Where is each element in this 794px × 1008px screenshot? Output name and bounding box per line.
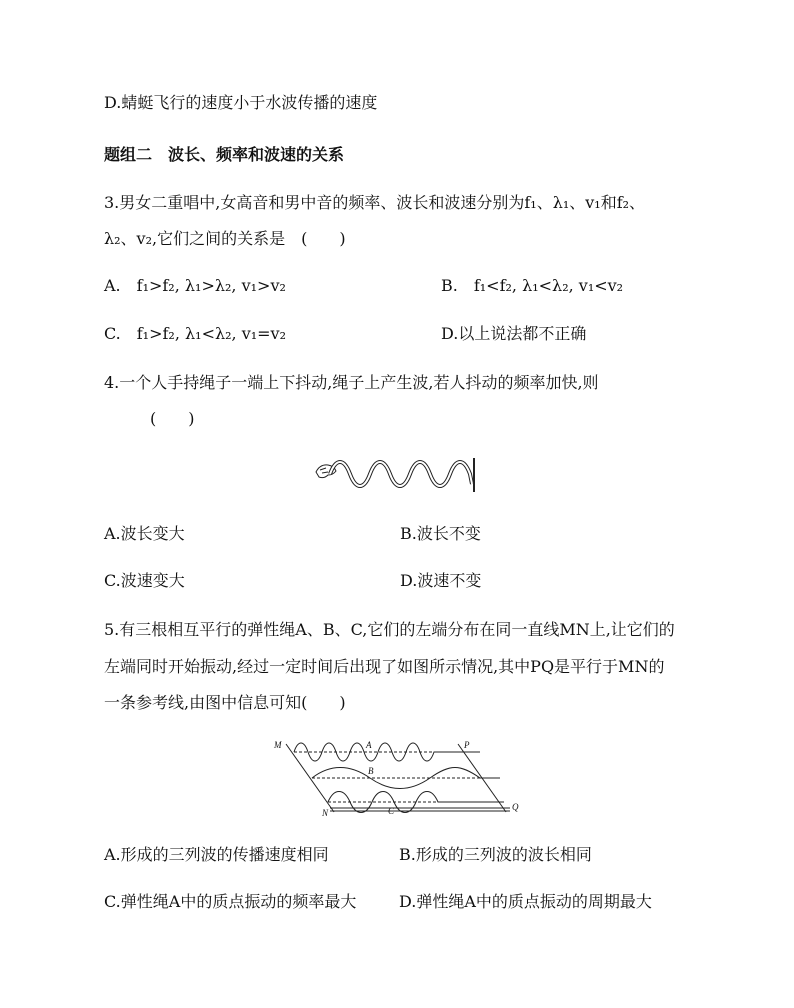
q5-stem-line-3: 一条参考线,由图中信息可知( )	[104, 693, 346, 712]
q3-option-b: B. f₁<f₂, λ₁<λ₂, v₁<v₂	[441, 276, 624, 295]
q3-option-a: A. f₁>f₂, λ₁>λ₂, v₁>v₂	[104, 276, 286, 295]
q3-stem-line-1: 3.男女二重唱中,女高音和男中音的频率、波长和波速分别为f₁、λ₁、v₁和f₂、	[104, 193, 646, 212]
q4-stem-line-2: ( )	[150, 409, 195, 428]
q5-option-b: B.形成的三列波的波长相同	[399, 845, 592, 864]
q4-option-d: D.波速不变	[400, 571, 482, 590]
q2-option-d: D.蜻蜓飞行的速度小于水波传播的速度	[104, 93, 378, 112]
label-a: A	[366, 740, 372, 750]
label-b: B	[368, 766, 374, 776]
mn-line	[286, 744, 334, 812]
label-m: M	[274, 740, 282, 750]
q4-option-b: B.波长不变	[400, 524, 481, 543]
rope-wave-figure	[314, 452, 484, 496]
label-p: P	[464, 740, 470, 750]
q5-option-c: C.弹性绳A中的质点振动的频率最大	[104, 892, 357, 911]
q3-option-c: C. f₁>f₂, λ₁<λ₂, v₁=v₂	[104, 324, 287, 343]
label-c: C	[388, 806, 395, 816]
rope-b-wave	[312, 768, 500, 789]
label-n: N	[322, 808, 329, 818]
three-ropes-figure	[270, 738, 530, 818]
q5-option-d: D.弹性绳A中的质点振动的周期最大	[399, 892, 652, 911]
q4-stem-line-1: 4.一个人手持绳子一端上下抖动,绳子上产生波,若人抖动的频率加快,则	[104, 373, 599, 392]
q5-stem-line-1: 5.有三根相互平行的弹性绳A、B、C,它们的左端分布在同一直线MN上,让它们的	[104, 620, 675, 639]
q3-option-d: D.以上说法都不正确	[441, 324, 587, 343]
q3-stem-line-2: λ₂、v₂,它们之间的关系是 ( )	[104, 229, 346, 248]
q5-stem-line-2: 左端同时开始振动,经过一定时间后出现了如图所示情况,其中PQ是平行于MN的	[104, 657, 665, 676]
section-heading: 题组二 波长、频率和波速的关系	[104, 145, 345, 164]
q4-option-a: A.波长变大	[104, 524, 185, 543]
q4-option-c: C.波速变大	[104, 571, 185, 590]
label-q: Q	[512, 802, 519, 812]
q5-option-a: A.形成的三列波的传播速度相同	[104, 845, 329, 864]
